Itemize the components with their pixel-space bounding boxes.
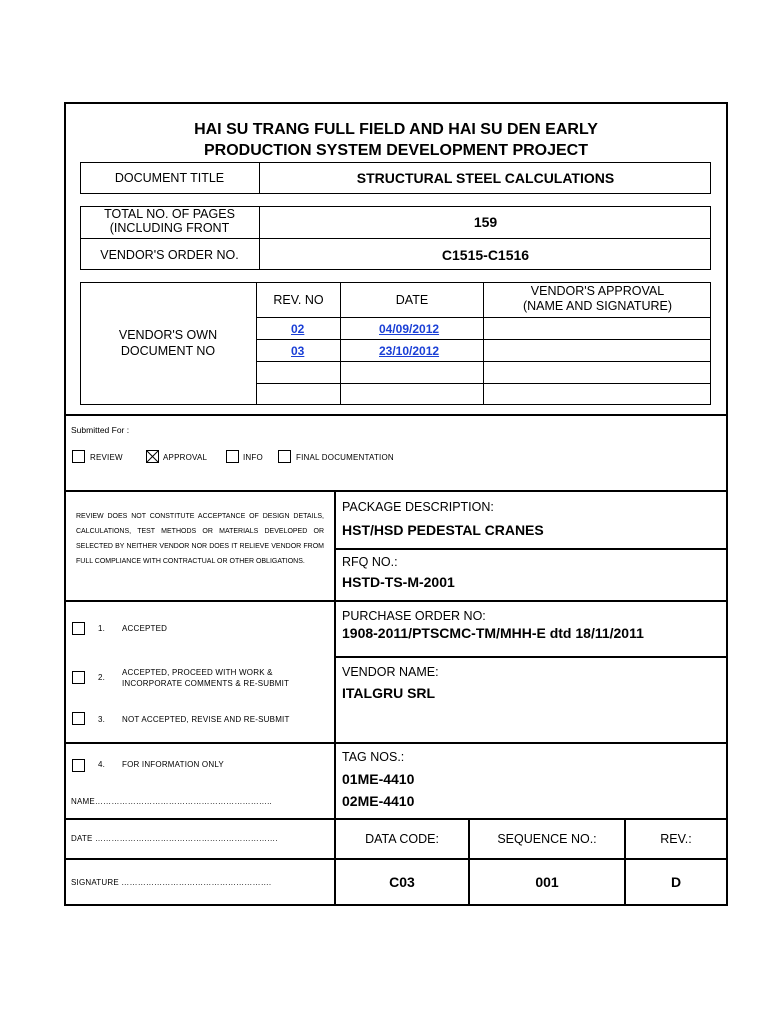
approval-checkbox[interactable] [146,450,159,463]
check-x-icon [146,450,159,463]
vendor-own-doc-line1: VENDOR'S OWN [118,328,218,342]
pages-label-line2: (INCLUDING FRONT [109,221,230,235]
vendor-order-value: C1515-C1516 [441,246,530,263]
option-4-label: FOR INFORMATION ONLY [122,760,224,769]
option-3-number: 3. [98,715,106,724]
pages-value: 159 [473,214,498,230]
sequence-no-value: 001 [535,874,559,890]
final-documentation-checkbox[interactable] [278,450,291,463]
col-vendor-approval-line1: VENDOR'S APPROVAL [530,284,665,298]
package-description-value: HST/HSD PEDESTAL CRANES [342,522,544,538]
rev-value: D [670,874,682,890]
name-field[interactable]: NAME……………………………………………………….. [71,797,272,806]
col-vendor-approval-line2: (NAME AND SIGNATURE) [522,299,673,313]
vendor-name-label: VENDOR NAME: [342,665,439,679]
info-label: INFO [243,453,263,462]
pages-label-line1: TOTAL NO. OF PAGES [104,207,235,221]
for-information-checkbox[interactable] [72,759,85,772]
option-2-line1: ACCEPTED, PROCEED WITH WORK & [122,668,273,677]
rev-row-1-rev[interactable] [257,318,340,339]
vendor-order-label: VENDOR'S ORDER NO. [100,247,239,262]
document-title-label: DOCUMENT TITLE [114,171,225,185]
data-code-value: C03 [389,874,415,890]
review-label: REVIEW [90,453,123,462]
disclaimer-text: REVIEW DOES NOT CONSTITUTE ACCEPTANCE OF DESIGN DETAILS, CALCULATIONS, TEST METHODS OR MATERIALS DEVELOPED OR SELECTED BY NEITHER VENDOR NOR DOES IT RELIEVE VENDOR FROM FULL COMPLIANCE WITH CONTRACTUAL OR OTHER OBLIGATIONS. [76,513,324,565]
option-1-number: 1. [98,624,106,633]
col-rev-no: REV. NO [273,292,324,307]
option-4-number: 4. [98,760,106,769]
submitted-for-label: Submitted For : [71,425,130,435]
rev-link[interactable]: 03 [291,343,305,358]
option-2-line2: INCORPORATE COMMENTS & RE-SUBMIT [122,679,290,688]
info-checkbox[interactable] [226,450,239,463]
accepted-checkbox[interactable] [72,622,85,635]
document-title-value: STRUCTURAL STEEL CALCULATIONS [356,170,615,186]
approval-label: APPROVAL [163,453,208,462]
rev-label: REV.: [660,832,692,846]
signature-field[interactable]: SIGNATURE ………………………………………………. [71,878,272,887]
vendor-own-doc-label [80,327,256,359]
tag-no-2: 02ME-4410 [342,793,415,809]
rev-row-2-date[interactable] [341,340,483,361]
option-2-number: 2. [98,673,106,682]
tag-nos-label: TAG NOS.: [342,750,405,764]
vendor-name-value: ITALGRU SRL [342,685,436,701]
purchase-order-value: 1908-2011/PTSCMC-TM/MHH-E dtd 18/11/2011 [342,625,644,641]
date-field[interactable]: DATE …………………………………………………………. [71,834,278,843]
project-title-line2: PRODUCTION SYSTEM DEVELOPMENT PROJECT [203,142,589,159]
pages-label [80,207,259,235]
rfq-label: RFQ NO.: [342,555,398,569]
tag-no-1: 01ME-4410 [342,771,415,787]
rev-link[interactable]: 02 [291,321,305,336]
rev-row-1-date[interactable] [341,318,483,339]
accepted-proceed-checkbox[interactable] [72,671,85,684]
option-2-label [122,667,289,689]
rev-row-2-rev[interactable] [257,340,340,361]
package-description-label: PACKAGE DESCRIPTION: [342,500,494,514]
col-vendor-approval [484,284,711,314]
not-accepted-checkbox[interactable] [72,712,85,725]
data-code-label: DATA CODE: [365,832,439,846]
project-title-line1: HAI SU TRANG FULL FIELD AND HAI SU DEN EARLY [194,121,598,138]
vendor-own-doc-line2: DOCUMENT NO [120,344,216,358]
purchase-order-label: PURCHASE ORDER NO: [342,609,486,623]
date-link[interactable]: 23/10/2012 [379,343,440,358]
col-date: DATE [395,292,429,307]
review-checkbox[interactable] [72,450,85,463]
final-documentation-label: FINAL DOCUMENTATION [296,453,394,462]
option-3-label: NOT ACCEPTED, REVISE AND RE-SUBMIT [122,715,290,724]
rfq-value: HSTD-TS-M-2001 [342,574,455,590]
date-link[interactable]: 04/09/2012 [379,321,440,336]
option-1-label: ACCEPTED [122,624,168,633]
sequence-no-label: SEQUENCE NO.: [497,832,597,846]
